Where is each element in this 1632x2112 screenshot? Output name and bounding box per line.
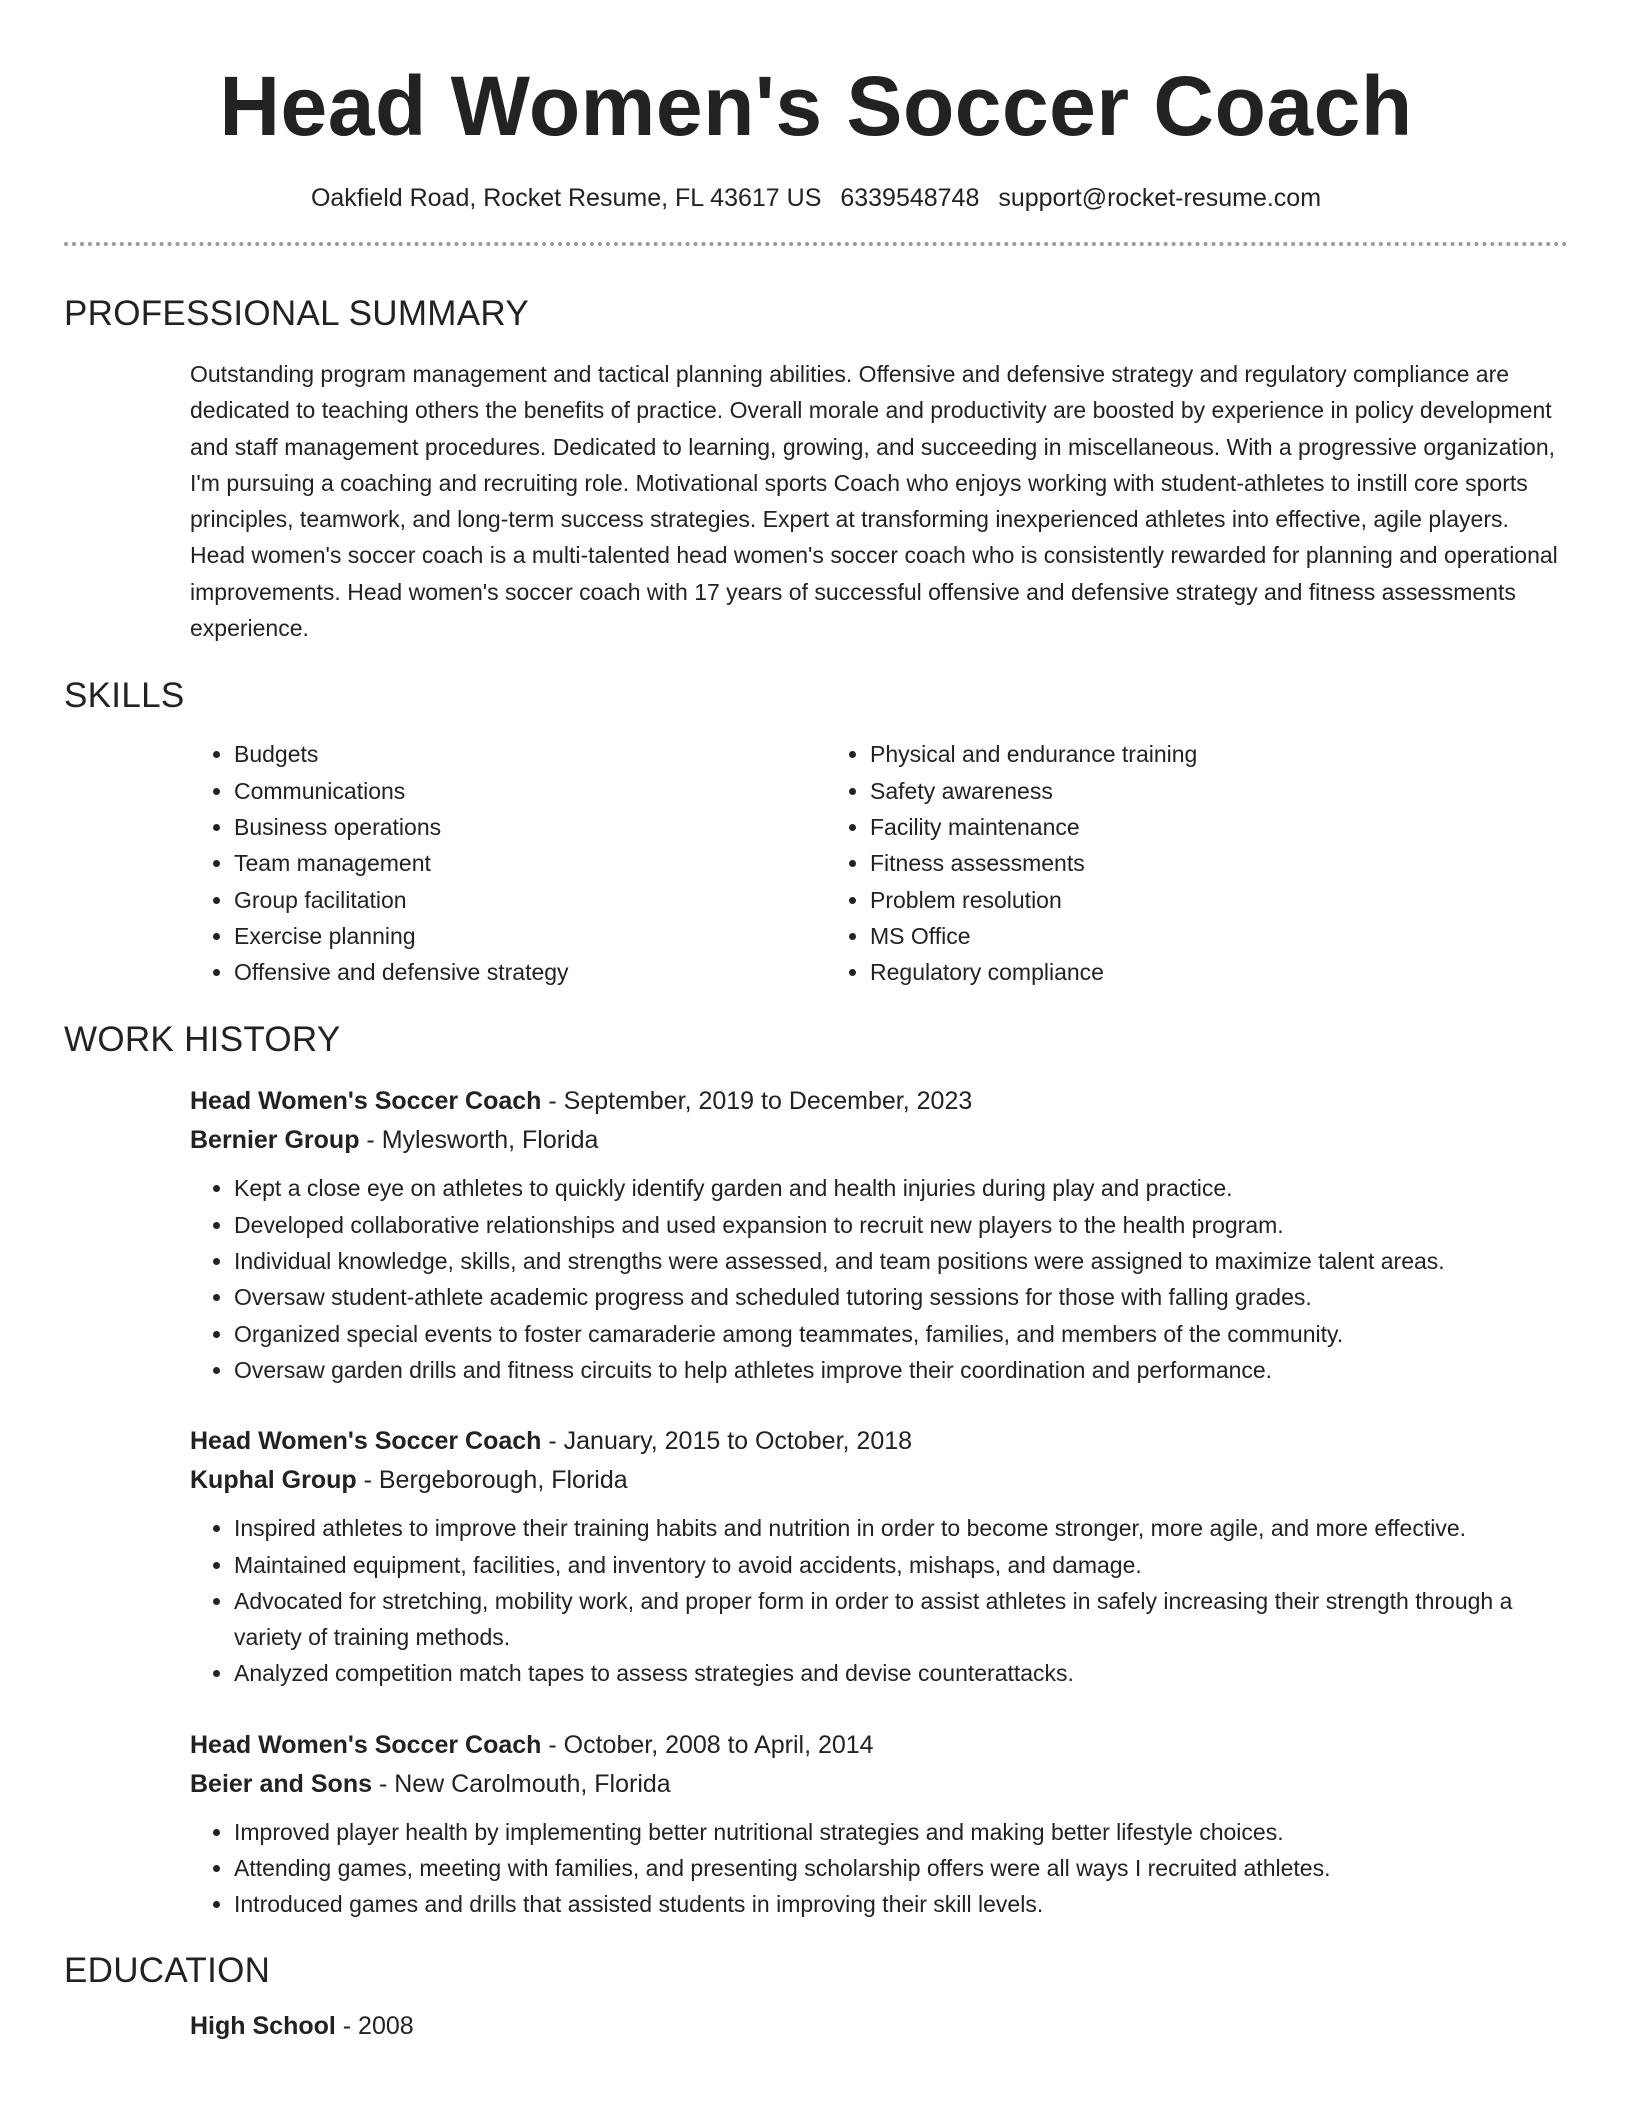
job-company-line: [190, 1461, 1568, 1500]
skill-item: • MS Office: [870, 918, 1462, 954]
job-title-line: [190, 1422, 1568, 1461]
job-company: Kuphal Group: [190, 1466, 357, 1495]
skill-item: • Safety awareness: [870, 773, 1462, 809]
job-duty: • Organized special events to foster camaraderie among teammates, families, and members of the community.: [234, 1316, 1568, 1352]
job-title-line: [190, 1082, 1568, 1121]
education-degree: High School: [190, 2011, 336, 2040]
education-year: - 2008: [335, 2011, 414, 2040]
job-entry: [190, 1726, 1568, 1923]
job-company-line: [190, 1765, 1568, 1804]
job-company: Beier and Sons: [190, 1769, 372, 1798]
job-duty: • Maintained equipment, facilities, and inventory to avoid accidents, mishaps, and damage.: [234, 1547, 1568, 1583]
skills-column-right: [826, 736, 1462, 990]
work-history-heading: WORK HISTORY: [64, 1020, 341, 1060]
skills-list: [190, 736, 1568, 990]
skill-item: • Facility maintenance: [870, 809, 1462, 845]
contact-address: Oakfield Road, Rocket Resume, FL 43617 US: [310, 184, 822, 212]
job-duties: [190, 1814, 1568, 1923]
job-duty: • Individual knowledge, skills, and strengths were assessed, and team positions were assigned to maximize talent areas.: [234, 1243, 1568, 1279]
contact-email: support@rocket-resume.com: [998, 184, 1322, 212]
job-duty: • Introduced games and drills that assisted students in improving their skill levels.: [234, 1886, 1568, 1922]
skills-column-left: [190, 736, 826, 990]
job-duty: • Analyzed competition match tapes to assess strategies and devise counterattacks.: [234, 1655, 1568, 1691]
job-duty: • Kept a close eye on athletes to quickly identify garden and health injuries during play and practice.: [234, 1170, 1568, 1206]
education-heading: EDUCATION: [64, 1950, 271, 1990]
skills-heading: SKILLS: [64, 676, 185, 716]
skill-item: • Physical and endurance training: [870, 736, 1462, 772]
job-duty: • Improved player health by implementing better nutritional strategies and making better lifestyle choices.: [234, 1814, 1568, 1850]
job-role: Head Women's Soccer Coach: [190, 1730, 542, 1759]
job-company-line: [190, 1121, 1568, 1160]
job-location: - Mylesworth, Florida: [359, 1126, 599, 1155]
job-duty: • Developed collaborative relationships and used expansion to recruit new players to the health program.: [234, 1207, 1568, 1243]
job-duty: • Inspired athletes to improve their training habits and nutrition in order to become stronger, more agile, and more effective.: [234, 1510, 1568, 1546]
skill-item: • Offensive and defensive strategy: [234, 954, 826, 990]
job-duty: • Oversaw garden drills and fitness circuits to help athletes improve their coordination and performance.: [234, 1352, 1568, 1388]
contact-info: [64, 182, 1568, 214]
summary-heading: PROFESSIONAL SUMMARY: [64, 294, 529, 333]
job-duties: [190, 1510, 1568, 1691]
job-duty: • Attending games, meeting with families, and presenting scholarship offers were all ways I recruited athletes.: [234, 1850, 1568, 1886]
job-entry: [190, 1082, 1568, 1388]
job-entry: [190, 1422, 1568, 1691]
candidate-name: Head Women's Soccer Coach: [219, 59, 1413, 153]
job-role: Head Women's Soccer Coach: [190, 1427, 542, 1456]
skill-item: • Communications: [234, 773, 826, 809]
summary-text: Outstanding program management and tactical planning abilities. Offensive and defensive strategy and regulatory compliance are dedicated to teaching others the benefits of practice. Overall morale and productivity are boosted by experience in policy development and staff management procedures. Dedicated to learning, growing, and succeeding in miscellaneous. With a progressive organization, I'm pursuing a coaching and recruiting role. Motivational sports Coach who enjoys working with student-athletes to instill core sports principles, teamwork, and long-term success strategies. Expert at transforming inexperienced athletes into effective, agile players. Head women's soccer coach is a multi-talented head women's soccer coach who is consistently rewarded for planning and operational improvements. Head women's soccer coach with 17 years of successful offensive and defensive strategy and fitness assessments experience.: [190, 361, 1558, 642]
job-role: Head Women's Soccer Coach: [190, 1087, 542, 1116]
skill-item: • Business operations: [234, 809, 826, 845]
skill-item: • Budgets: [234, 736, 826, 772]
job-duty: • Oversaw student-athlete academic progress and scheduled tutoring sessions for those with falling grades.: [234, 1279, 1568, 1315]
job-location: - Bergeborough, Florida: [356, 1466, 628, 1495]
job-title-line: [190, 1726, 1568, 1765]
header-divider: [64, 242, 1568, 246]
skill-item: • Exercise planning: [234, 918, 826, 954]
job-dates: - September, 2019 to December, 2023: [541, 1087, 973, 1116]
skill-item: • Problem resolution: [870, 882, 1462, 918]
education-entry: [190, 2007, 1568, 2046]
job-dates: - January, 2015 to October, 2018: [541, 1427, 913, 1456]
skill-item: • Regulatory compliance: [870, 954, 1462, 990]
job-duties: [190, 1170, 1568, 1388]
job-company: Bernier Group: [190, 1126, 360, 1155]
skill-item: • Team management: [234, 845, 826, 881]
skill-item: • Fitness assessments: [870, 845, 1462, 881]
job-location: - New Carolmouth, Florida: [372, 1769, 671, 1798]
job-duty: • Advocated for stretching, mobility work, and proper form in order to assist athletes in safely increasing their strength through a variety of training methods.: [234, 1583, 1568, 1656]
skill-item: • Group facilitation: [234, 882, 826, 918]
job-dates: - October, 2008 to April, 2014: [541, 1730, 874, 1759]
contact-phone: 6339548748: [840, 184, 980, 212]
